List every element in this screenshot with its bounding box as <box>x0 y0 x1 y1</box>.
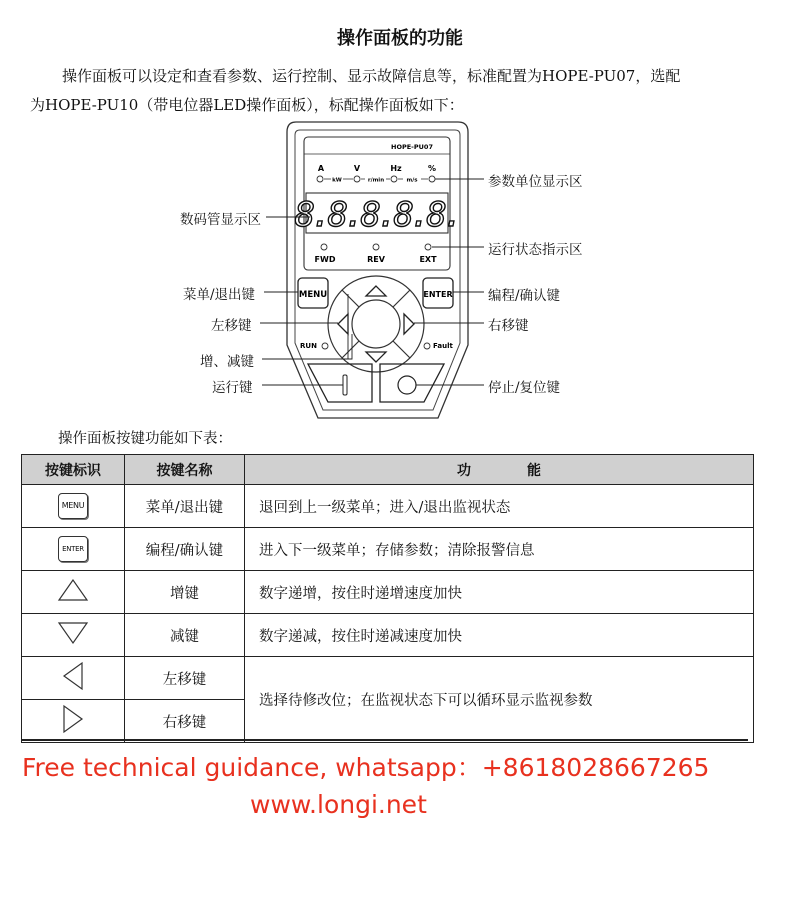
table-row <box>22 657 754 700</box>
intro-line-1: 操作面板可以设定和查看参数、运行控制、显示故障信息等，标准配置为HOPE-PU07，选配 <box>62 67 681 85</box>
table-row <box>22 485 754 528</box>
menu-key-icon: MENU <box>58 493 88 519</box>
key-function: 退回到上一级菜单；进入/退出监视状态 <box>245 485 754 528</box>
label-unit-display: 参数单位显示区 <box>488 174 583 190</box>
table-row <box>22 528 754 571</box>
label-right-shift-key: 右移键 <box>488 318 529 334</box>
key-name: 减键 <box>125 614 245 657</box>
label-program-confirm-key: 编程/确认键 <box>488 288 561 304</box>
table-header-row <box>22 455 754 485</box>
unit-label-a: A <box>317 164 325 173</box>
operation-panel-diagram <box>0 0 800 430</box>
ext-led-icon <box>425 244 431 250</box>
website-url: www.longi.net <box>250 790 427 819</box>
run-led-label: RUN <box>300 342 317 350</box>
label-run-key: 运行键 <box>212 380 253 396</box>
status-label-ext: EXT <box>419 255 437 264</box>
fault-led-icon <box>424 343 430 349</box>
panel-model: HOPE-PU07 <box>391 143 433 151</box>
intro-line-2: 为HOPE-PU10（带电位器LED操作面板），标配操作面板如下： <box>30 96 464 114</box>
label-left-shift-key: 左移键 <box>211 318 252 334</box>
enter-key-icon: ENTER <box>58 536 88 562</box>
unit-label-kw: kW <box>332 177 342 184</box>
key-name: 右移键 <box>125 700 245 743</box>
segment-display: 8.8.8.8.8. <box>294 195 460 235</box>
down-triangle-icon <box>56 620 90 646</box>
table-caption: 操作面板按键功能如下表： <box>58 431 232 447</box>
up-arrow-icon <box>366 286 386 296</box>
stop-key-icon <box>398 376 416 394</box>
enter-key-label: ENTER <box>423 290 453 299</box>
key-function-table <box>21 454 754 743</box>
fwd-led-icon <box>321 244 327 250</box>
center-button <box>352 300 400 348</box>
fault-led-label: Fault <box>433 342 453 350</box>
menu-key-label: MENU <box>298 290 328 300</box>
status-label-fwd: FWD <box>314 255 336 264</box>
divider-line <box>21 739 748 741</box>
page-title: 操作面板的功能 <box>337 28 463 49</box>
key-function: 数字递增，按住时递增速度加快 <box>245 571 754 614</box>
unit-led-icon <box>317 176 323 182</box>
key-name: 菜单/退出键 <box>125 485 245 528</box>
up-triangle-icon <box>56 577 90 603</box>
key-name: 左移键 <box>125 657 245 700</box>
run-key-icon <box>343 375 347 395</box>
table-row <box>22 571 754 614</box>
header-key-name: 按键名称 <box>125 455 245 485</box>
left-arrow-icon <box>338 314 348 334</box>
right-arrow-icon <box>404 314 414 334</box>
key-function: 数字递减，按住时递减速度加快 <box>245 614 754 657</box>
unit-label-percent: % <box>427 164 437 173</box>
header-function: 功 能 <box>245 455 754 485</box>
key-name: 编程/确认键 <box>125 528 245 571</box>
down-arrow-icon <box>366 352 386 362</box>
key-function: 选择待修改位；在监视状态下可以循环显示监视参数 <box>245 657 754 743</box>
unit-label-hz: Hz <box>390 164 402 173</box>
unit-label-ms: m/s <box>406 177 418 184</box>
label-menu-exit-key: 菜单/退出键 <box>183 287 256 303</box>
unit-label-v: V <box>353 164 361 173</box>
run-led-icon <box>322 343 328 349</box>
label-status-indicator: 运行状态指示区 <box>488 242 583 258</box>
unit-led-icon <box>391 176 397 182</box>
rev-led-icon <box>373 244 379 250</box>
table-row <box>22 614 754 657</box>
key-name: 增键 <box>125 571 245 614</box>
key-function: 进入下一级菜单；存储参数；清除报警信息 <box>245 528 754 571</box>
header-key-icon: 按键标识 <box>22 455 125 485</box>
promo-text: Free technical guidance, whatsapp：+8618028667265 <box>22 753 710 782</box>
label-digital-display: 数码管显示区 <box>180 212 261 228</box>
unit-label-rmin: r/min <box>367 177 385 184</box>
status-label-rev: REV <box>367 255 385 264</box>
label-inc-dec-key: 增、减键 <box>200 354 254 370</box>
label-stop-reset-key: 停止/复位键 <box>488 380 561 396</box>
right-triangle-icon <box>60 703 86 735</box>
unit-led-icon <box>429 176 435 182</box>
left-triangle-icon <box>60 660 86 692</box>
unit-led-icon <box>354 176 360 182</box>
